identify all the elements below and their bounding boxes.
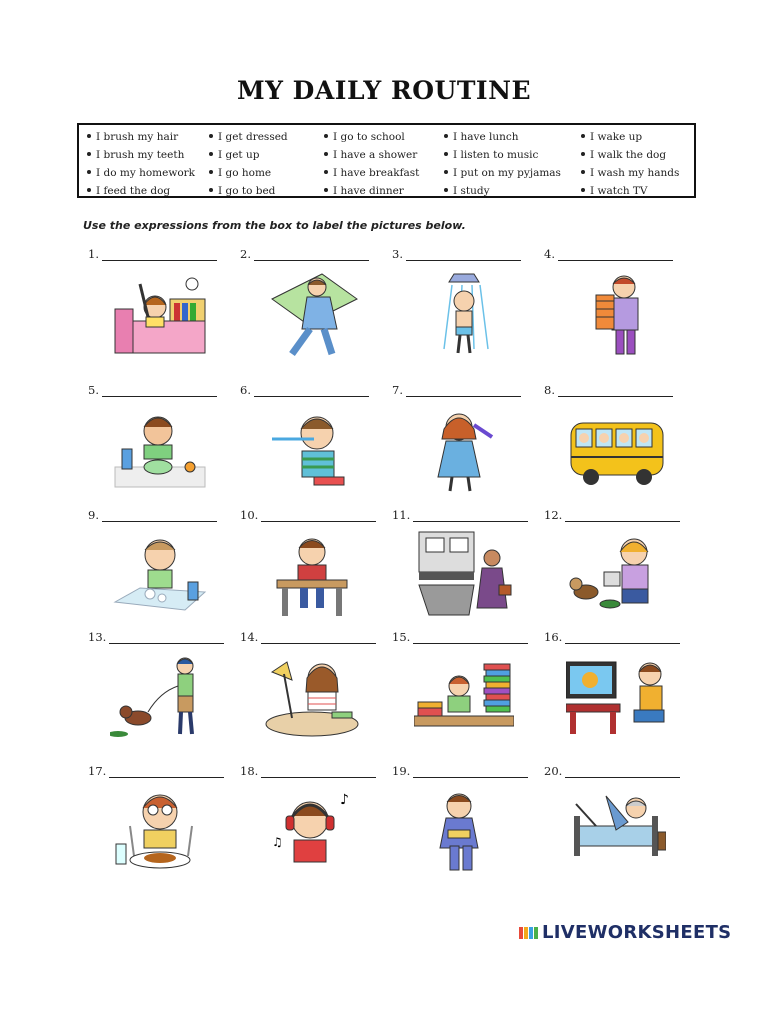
- answer-blank[interactable]: [102, 385, 217, 397]
- word-box-item: I have breakfast: [324, 164, 419, 182]
- liveworksheets-logo-icon: [519, 925, 539, 941]
- word-box-item: I study: [444, 182, 561, 200]
- item-number: 1.: [88, 247, 99, 261]
- exercise-item-1: [88, 245, 233, 365]
- exercise-item-8: [544, 381, 689, 501]
- girl-feeding-dog-picture: [566, 530, 666, 620]
- word-box-item: I have dinner: [324, 182, 419, 200]
- children-on-school-bus-picture: [566, 405, 666, 495]
- svg-text:♪: ♪: [340, 792, 349, 808]
- exercise-item-18: [240, 762, 385, 882]
- boy-getting-up-picture: [262, 269, 362, 359]
- item-number: 4.: [544, 247, 555, 261]
- item-number: 9.: [88, 508, 99, 522]
- exercise-item-16: [544, 628, 689, 748]
- item-number: 14.: [240, 630, 259, 644]
- answer-blank[interactable]: [261, 510, 376, 522]
- item-number: 20.: [544, 764, 563, 778]
- word-box-item: I get dressed: [209, 128, 288, 146]
- boy-having-breakfast-picture: [110, 405, 210, 495]
- boy-having-dinner-picture: [110, 786, 210, 876]
- word-box-item: I go home: [209, 164, 288, 182]
- girl-studying-with-books-picture: [414, 652, 514, 742]
- answer-blank[interactable]: [109, 766, 224, 778]
- item-number: 11.: [392, 508, 411, 522]
- boy-washing-hands-picture: [110, 530, 210, 620]
- answer-blank[interactable]: [565, 632, 680, 644]
- word-box: [77, 123, 696, 198]
- boy-having-lunch-picture: [262, 530, 362, 620]
- svg-text:♫: ♫: [272, 835, 283, 849]
- word-box-item: I have a shower: [324, 146, 419, 164]
- instructions: Use the expressions from the box to label the pictures below.: [83, 219, 466, 232]
- answer-blank[interactable]: [413, 632, 528, 644]
- word-box-item: I put on my pyjamas: [444, 164, 561, 182]
- answer-blank[interactable]: [254, 385, 369, 397]
- item-number: 17.: [88, 764, 107, 778]
- boy-watching-tv-picture: [566, 652, 666, 742]
- liveworksheets-logo: [519, 922, 731, 943]
- item-number: 15.: [392, 630, 411, 644]
- exercise-item-15: [392, 628, 537, 748]
- item-number: 6.: [240, 383, 251, 397]
- item-number: 5.: [88, 383, 99, 397]
- word-box-column-3: [324, 128, 419, 200]
- answer-blank[interactable]: [406, 249, 521, 261]
- boy-putting-on-pyjamas-picture: [414, 786, 514, 876]
- word-box-column-2: [209, 128, 288, 200]
- girl-waking-up-in-bed-picture: [110, 269, 210, 359]
- exercise-item-6: [240, 381, 385, 501]
- item-number: 12.: [544, 508, 563, 522]
- exercise-item-12: [544, 506, 689, 626]
- word-box-column-5: [581, 128, 679, 200]
- answer-blank[interactable]: [102, 249, 217, 261]
- girl-doing-homework-picture: [262, 652, 362, 742]
- exercise-item-9: [88, 506, 233, 626]
- word-box-item: I walk the dog: [581, 146, 679, 164]
- exercise-item-11: [392, 506, 537, 626]
- item-number: 13.: [88, 630, 107, 644]
- exercise-item-4: [544, 245, 689, 365]
- man-going-to-bed-picture: [566, 786, 666, 876]
- answer-blank[interactable]: [109, 632, 224, 644]
- answer-blank[interactable]: [413, 510, 528, 522]
- person-going-home-picture: [414, 530, 514, 620]
- word-box-item: I have lunch: [444, 128, 561, 146]
- word-box-item: I do my homework: [87, 164, 195, 182]
- item-number: 8.: [544, 383, 555, 397]
- word-box-item: I feed the dog: [87, 182, 195, 200]
- exercise-item-13: [88, 628, 233, 748]
- word-box-item: I wash my hands: [581, 164, 679, 182]
- boy-walking-dog-picture: [110, 652, 210, 742]
- answer-blank[interactable]: [565, 510, 680, 522]
- exercise-item-19: [392, 762, 537, 882]
- answer-blank[interactable]: [406, 385, 521, 397]
- page-title: MY DAILY ROUTINE: [236, 76, 532, 105]
- answer-blank[interactable]: [102, 510, 217, 522]
- exercise-item-17: [88, 762, 233, 882]
- word-box-column-4: [444, 128, 561, 200]
- word-box-item: I watch TV: [581, 182, 679, 200]
- answer-blank[interactable]: [261, 766, 376, 778]
- logo-text: LIVEWORKSHEETS: [542, 922, 732, 943]
- word-box-column-1: [87, 128, 195, 200]
- answer-blank[interactable]: [558, 385, 673, 397]
- item-number: 19.: [392, 764, 411, 778]
- answer-blank[interactable]: [413, 766, 528, 778]
- boy-getting-dressed-picture: [566, 269, 666, 359]
- exercise-item-5: [88, 381, 233, 501]
- item-number: 18.: [240, 764, 259, 778]
- exercise-item-3: [392, 245, 537, 365]
- girl-brushing-hair-picture: [414, 405, 514, 495]
- word-box-item: I wake up: [581, 128, 679, 146]
- item-number: 16.: [544, 630, 563, 644]
- item-number: 7.: [392, 383, 403, 397]
- answer-blank[interactable]: [565, 766, 680, 778]
- word-box-item: I go to bed: [209, 182, 288, 200]
- boy-listening-to-music-picture: [262, 786, 362, 876]
- exercise-item-7: [392, 381, 537, 501]
- word-box-item: I brush my teeth: [87, 146, 195, 164]
- word-box-item: I get up: [209, 146, 288, 164]
- answer-blank[interactable]: [261, 632, 376, 644]
- item-number: 10.: [240, 508, 259, 522]
- word-box-item: I listen to music: [444, 146, 561, 164]
- word-box-item: I go to school: [324, 128, 419, 146]
- answer-blank[interactable]: [558, 249, 673, 261]
- exercise-item-10: [240, 506, 385, 626]
- exercise-item-20: [544, 762, 689, 882]
- exercise-item-2: [240, 245, 385, 365]
- child-having-shower-picture: [414, 269, 514, 359]
- item-number: 3.: [392, 247, 403, 261]
- answer-blank[interactable]: [254, 249, 369, 261]
- item-number: 2.: [240, 247, 251, 261]
- exercise-item-14: [240, 628, 385, 748]
- boy-brushing-teeth-picture: [262, 405, 362, 495]
- word-box-item: I brush my hair: [87, 128, 195, 146]
